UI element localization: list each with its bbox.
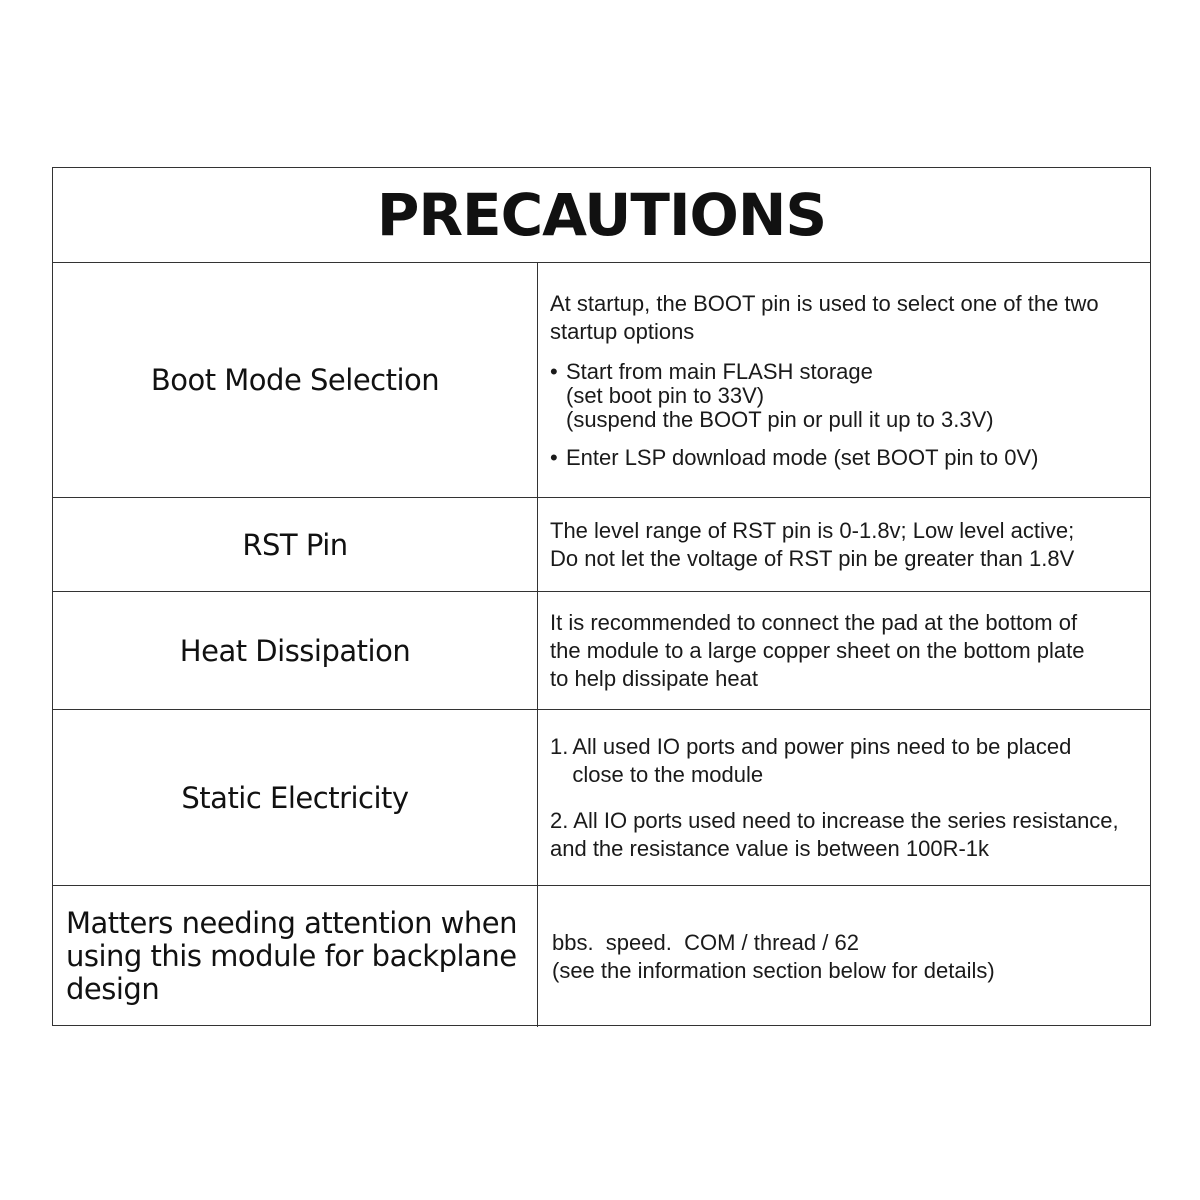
content-line: It is recommended to connect the pad at the bottom of bbox=[550, 609, 1078, 635]
list-line: All IO ports used need to increase the series resistance, bbox=[573, 807, 1119, 833]
row-label: Heat Dissipation bbox=[179, 633, 411, 668]
bullet-mark: • bbox=[550, 359, 558, 384]
title-row bbox=[53, 168, 1150, 263]
list-line: close to the module bbox=[572, 761, 764, 787]
row-rst-pin bbox=[53, 498, 1150, 592]
bullet-line: (suspend the BOOT pin or pull it up to 3.3V) bbox=[566, 407, 994, 432]
label-line: using this module for backplane bbox=[66, 939, 517, 973]
list-number: 2. bbox=[550, 807, 569, 833]
boot-intro: At startup, the BOOT pin is used to select one of the two startup options bbox=[550, 291, 1099, 344]
list-item bbox=[550, 807, 1136, 863]
list-line: All used IO ports and power pins need to be placed bbox=[572, 733, 1072, 759]
row-backplane-design bbox=[53, 886, 1150, 1027]
bullet-line: Start from main FLASH storage bbox=[566, 359, 873, 384]
page-title: PRECAUTIONS bbox=[376, 181, 827, 249]
content-cell bbox=[538, 710, 1150, 885]
content-line: bbs. speed. COM / thread / 62 bbox=[552, 929, 859, 955]
content-line: the module to a large copper sheet on the bottom plate bbox=[550, 637, 1085, 663]
content-line: to help dissipate heat bbox=[550, 665, 758, 691]
content-cell bbox=[538, 498, 1150, 591]
row-label: RST Pin bbox=[242, 527, 348, 562]
label-cell bbox=[53, 592, 538, 709]
content-line: (see the information section below for details) bbox=[552, 957, 995, 983]
label-line: design bbox=[66, 972, 160, 1006]
label-cell bbox=[53, 263, 538, 497]
list-item bbox=[550, 360, 1136, 432]
content-cell bbox=[538, 592, 1150, 709]
row-label bbox=[53, 907, 537, 1006]
content-line: Do not let the voltage of RST pin be greater than 1.8V bbox=[550, 545, 1075, 571]
list-number: 1. bbox=[550, 733, 569, 759]
row-heat-dissipation bbox=[53, 592, 1150, 710]
bullet-line: Enter LSP download mode (set BOOT pin to 0V) bbox=[566, 445, 1039, 470]
content-cell bbox=[538, 886, 1150, 1027]
label-cell bbox=[53, 710, 538, 885]
label-cell bbox=[53, 886, 538, 1027]
precautions-table bbox=[52, 167, 1151, 1026]
list-item bbox=[550, 733, 1136, 789]
row-boot-mode bbox=[53, 263, 1150, 498]
bullet-line: (set boot pin to 33V) bbox=[566, 383, 765, 408]
row-label: Boot Mode Selection bbox=[150, 363, 440, 397]
row-static-electricity bbox=[53, 710, 1150, 886]
bullet-mark: • bbox=[550, 445, 558, 470]
list-line: and the resistance value is between 100R-1k bbox=[550, 835, 990, 861]
content-cell bbox=[538, 263, 1150, 497]
content-line: The level range of RST pin is 0-1.8v; Low level active; bbox=[550, 517, 1075, 543]
label-cell bbox=[53, 498, 538, 591]
row-label: Static Electricity bbox=[181, 780, 409, 815]
list-item bbox=[550, 446, 1136, 470]
label-line: Matters needing attention when bbox=[66, 906, 517, 940]
